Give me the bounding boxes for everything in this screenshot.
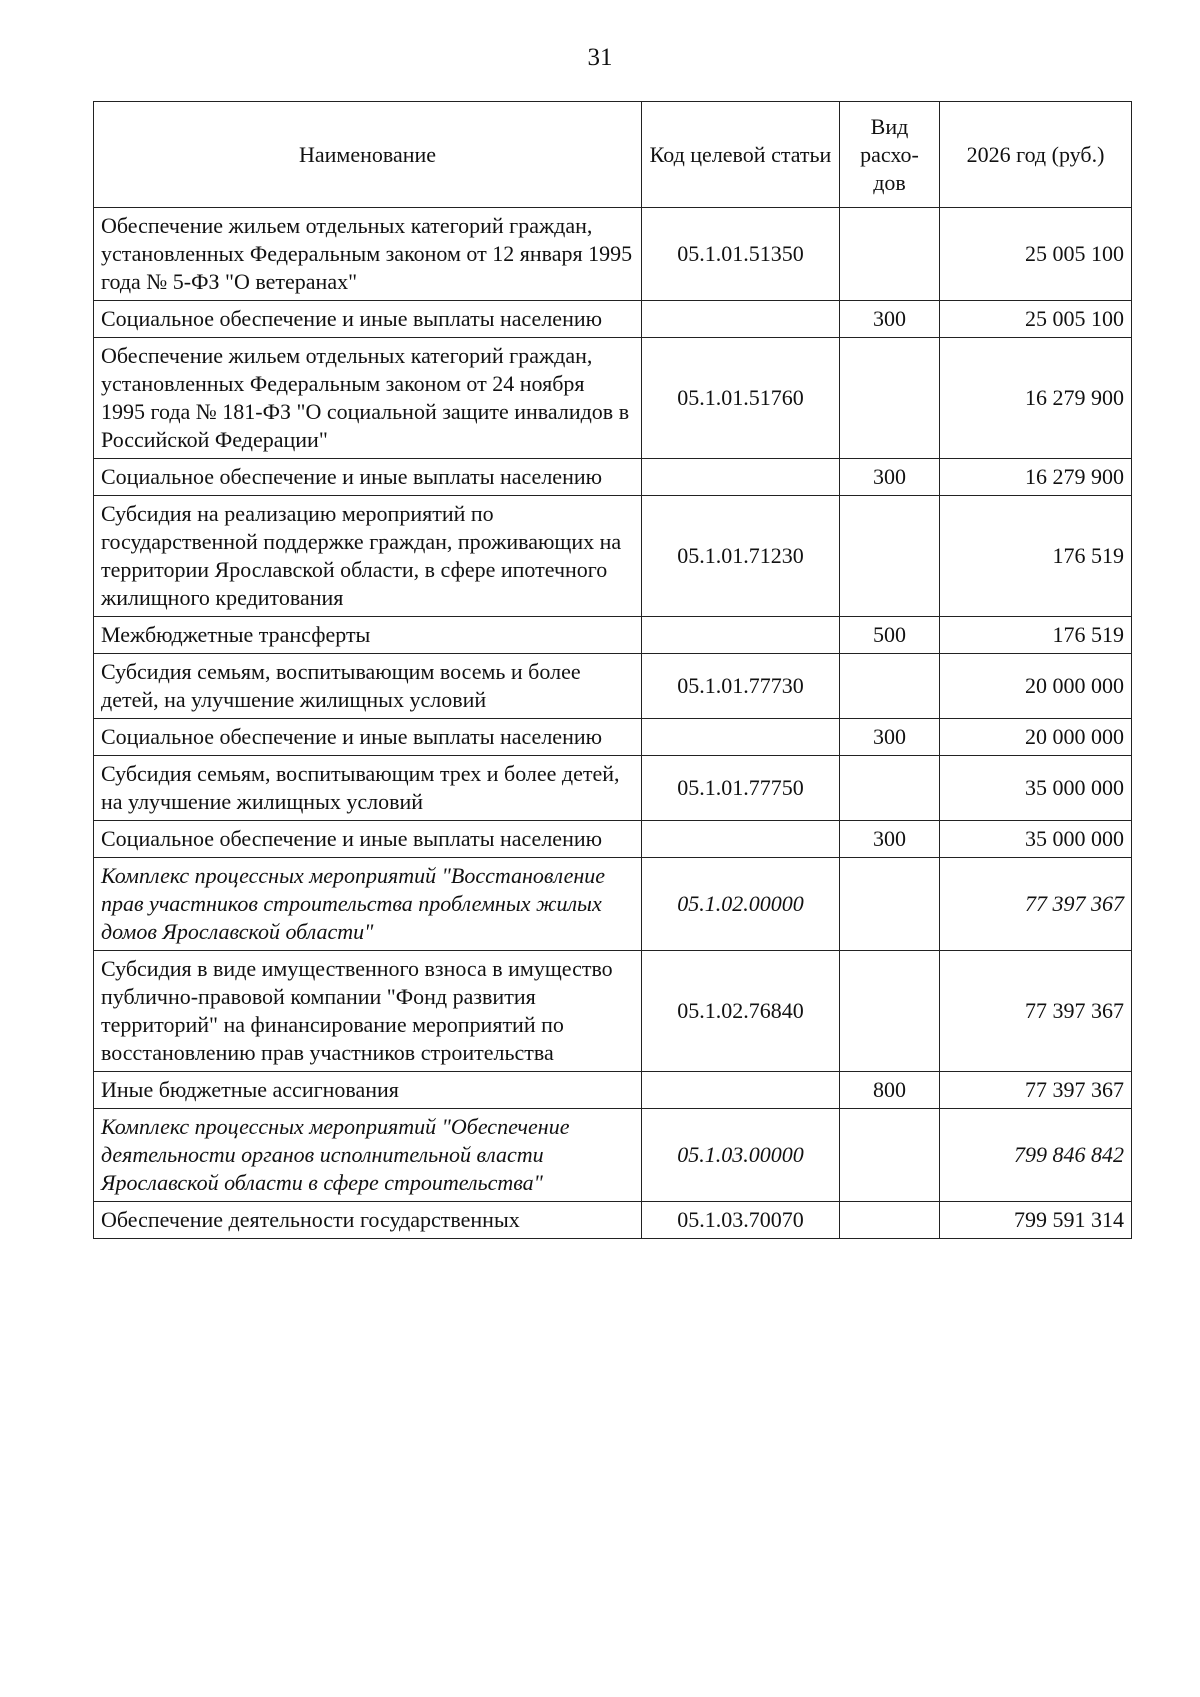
row-kind	[840, 1109, 940, 1202]
row-code: 05.1.01.77750	[642, 756, 840, 821]
row-amount: 35 000 000	[940, 756, 1132, 821]
table-row	[94, 301, 1132, 338]
row-code	[642, 1072, 840, 1109]
row-amount: 77 397 367	[940, 1072, 1132, 1109]
row-amount: 77 397 367	[940, 951, 1132, 1072]
row-code: 05.1.01.77730	[642, 654, 840, 719]
row-name: Субсидия семьям, воспитывающим трех и более детей, на улучшение жилищных условий	[94, 756, 642, 821]
row-amount: 16 279 900	[940, 338, 1132, 459]
table-row	[94, 654, 1132, 719]
row-amount: 20 000 000	[940, 719, 1132, 756]
row-amount: 176 519	[940, 617, 1132, 654]
table-row	[94, 338, 1132, 459]
table-row	[94, 756, 1132, 821]
row-amount: 799 591 314	[940, 1202, 1132, 1239]
row-code: 05.1.03.70070	[642, 1202, 840, 1239]
table-header-row	[94, 102, 1132, 208]
row-code	[642, 459, 840, 496]
row-code: 05.1.02.00000	[642, 858, 840, 951]
table-row	[94, 1072, 1132, 1109]
row-kind: 500	[840, 617, 940, 654]
row-kind	[840, 654, 940, 719]
row-amount: 20 000 000	[940, 654, 1132, 719]
header-amount: 2026 год (руб.)	[940, 102, 1132, 208]
row-name: Обеспечение жильем отдельных категорий граждан, установленных Федеральным законом от 12 января 1995 года № 5-ФЗ "О ветеранах"	[94, 208, 642, 301]
row-kind: 300	[840, 719, 940, 756]
row-code	[642, 821, 840, 858]
page-number: 31	[587, 44, 613, 71]
header-kind: Вид расхо-дов	[840, 102, 940, 208]
table-row	[94, 617, 1132, 654]
table-row	[94, 1202, 1132, 1239]
row-code	[642, 719, 840, 756]
row-kind	[840, 496, 940, 617]
row-name: Комплекс процессных мероприятий "Обеспечение деятельности органов исполнительной власти Ярославской области в сфере строительства"	[94, 1109, 642, 1202]
row-amount: 35 000 000	[940, 821, 1132, 858]
row-kind	[840, 1202, 940, 1239]
row-name: Обеспечение жильем отдельных категорий граждан, установленных Федеральным законом от 24 ноября 1995 года № 181-ФЗ "О социальной защите инвалидов в Российской Федерации"	[94, 338, 642, 459]
row-kind	[840, 756, 940, 821]
row-kind	[840, 208, 940, 301]
row-kind: 800	[840, 1072, 940, 1109]
row-code: 05.1.01.51350	[642, 208, 840, 301]
table-row	[94, 719, 1132, 756]
row-name: Социальное обеспечение и иные выплаты населению	[94, 719, 642, 756]
table-row	[94, 858, 1132, 951]
table-row	[94, 496, 1132, 617]
row-name: Субсидия семьям, воспитывающим восемь и более детей, на улучшение жилищных условий	[94, 654, 642, 719]
row-name: Межбюджетные трансферты	[94, 617, 642, 654]
row-amount: 25 005 100	[940, 301, 1132, 338]
row-name: Социальное обеспечение и иные выплаты населению	[94, 301, 642, 338]
header-name: Наименование	[94, 102, 642, 208]
row-amount: 77 397 367	[940, 858, 1132, 951]
row-amount: 25 005 100	[940, 208, 1132, 301]
row-kind: 300	[840, 459, 940, 496]
row-name: Социальное обеспечение и иные выплаты населению	[94, 459, 642, 496]
header-code: Код целевой статьи	[642, 102, 840, 208]
row-amount: 16 279 900	[940, 459, 1132, 496]
row-kind	[840, 858, 940, 951]
row-code	[642, 617, 840, 654]
row-name: Обеспечение деятельности государственных	[94, 1202, 642, 1239]
row-code: 05.1.01.51760	[642, 338, 840, 459]
row-kind	[840, 951, 940, 1072]
row-code: 05.1.01.71230	[642, 496, 840, 617]
table-row	[94, 821, 1132, 858]
table-body	[94, 208, 1132, 1239]
row-name: Иные бюджетные ассигнования	[94, 1072, 642, 1109]
table-row	[94, 208, 1132, 301]
table-row	[94, 951, 1132, 1072]
row-code: 05.1.02.76840	[642, 951, 840, 1072]
row-code: 05.1.03.00000	[642, 1109, 840, 1202]
row-kind: 300	[840, 821, 940, 858]
row-name: Субсидия в виде имущественного взноса в имущество публично-правовой компании "Фонд развития территорий" на финансирование мероприятий по восстановлению прав участников строительства	[94, 951, 642, 1072]
row-name: Социальное обеспечение и иные выплаты населению	[94, 821, 642, 858]
table-row	[94, 1109, 1132, 1202]
row-name: Комплекс процессных мероприятий "Восстановление прав участников строительства проблемных жилых домов Ярославской области"	[94, 858, 642, 951]
row-amount: 799 846 842	[940, 1109, 1132, 1202]
row-name: Субсидия на реализацию мероприятий по государственной поддержке граждан, проживающих на территории Ярославской области, в сфере ипотечного жилищного кредитования	[94, 496, 642, 617]
budget-table	[93, 101, 1132, 1239]
row-amount: 176 519	[940, 496, 1132, 617]
table-row	[94, 459, 1132, 496]
row-kind	[840, 338, 940, 459]
row-code	[642, 301, 840, 338]
row-kind: 300	[840, 301, 940, 338]
